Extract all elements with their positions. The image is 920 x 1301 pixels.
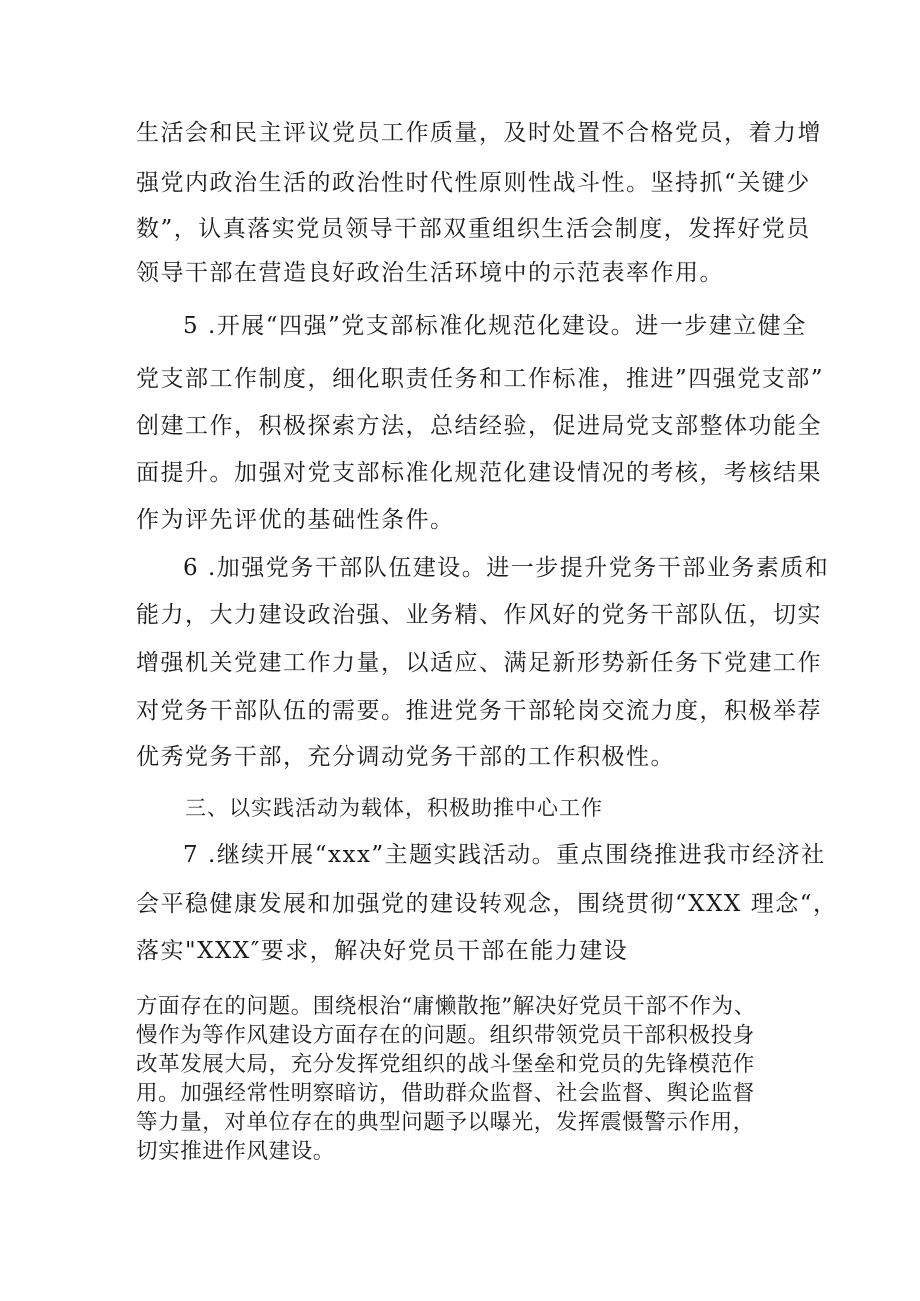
text-line: 党支部工作制度，细化职责任务和工作标准，推进”四强党支部” [136,366,825,392]
text-line: 等力量，对单位存在的典型问题予以曝光，发挥震慑警示作用， [136,1110,755,1135]
section-heading: 三、以实践活动为载体，积极助推中心工作 [185,796,603,820]
text-line: 会平稳健康发展和加强党的建设转观念，围绕贯彻“XXX 理念“， [136,891,838,917]
text-line: 创建工作，积极探索方法，总结经验，促进局党支部整体功能全 [136,413,822,439]
text-line: 生活会和民主评议党员工作质量，及时处置不合格党员，着力增 [136,120,822,146]
text-line: 用。加强经常性明察暗访，借助群众监督、社会监督、舆论监督 [136,1081,755,1106]
text-line: 领导干部在营造良好政治生活环境中的示范表率作用。 [136,260,724,286]
text-line: 优秀党务干部，充分调动党务干部的工作积极性。 [136,744,675,770]
text-line: 强党内政治生活的政治性时代性原则性战斗性。坚持抓“关键少 [136,170,811,196]
text-line: 增强机关党建工作力量，以适应、满足新形势新任务下党建工作 [136,650,822,676]
text-line: 落实"XXX″要求，解决好党员干部在能力建设 [136,938,629,964]
text-line: 能力，大力建设政治强、业务精、作风好的党务干部队伍，切实 [136,602,822,628]
text-line: 慢作为等作风建设方面存在的问题。组织带领党员干部积极投身 [136,1023,755,1048]
paragraph-6-heading-line: 6 .加强党务干部队伍建设。进一步提升党务干部业务素质和 [183,555,830,581]
text-line: 作为评先评优的基础性条件。 [136,507,455,533]
text-line: 切实推进作风建设。 [136,1139,335,1164]
text-line: 面提升。加强对党支部标准化规范化建设情况的考核，考核结果 [136,460,822,486]
text-line: 改革发展大局，充分发挥党组织的战斗堡垒和党员的先锋模范作 [136,1052,755,1077]
text-line: 对党务干部队伍的需要。推进党务干部轮岗交流力度，积极举荐 [136,698,822,724]
paragraph-7-heading-line: 7 .继续开展“xxx”主题实践活动。重点围绕推进我市经济社 [183,842,826,868]
paragraph-5-heading-line: 5 .开展“四强”党支部标准化规范化建设。进一步建立健全 [183,313,807,339]
text-line: 方面存在的问题。围绕根治“庸懒散拖”解决好党员干部不作为、 [136,994,756,1019]
text-line: 数”，认真落实党员领导干部双重组织生活会制度，发挥好党员 [136,216,811,242]
